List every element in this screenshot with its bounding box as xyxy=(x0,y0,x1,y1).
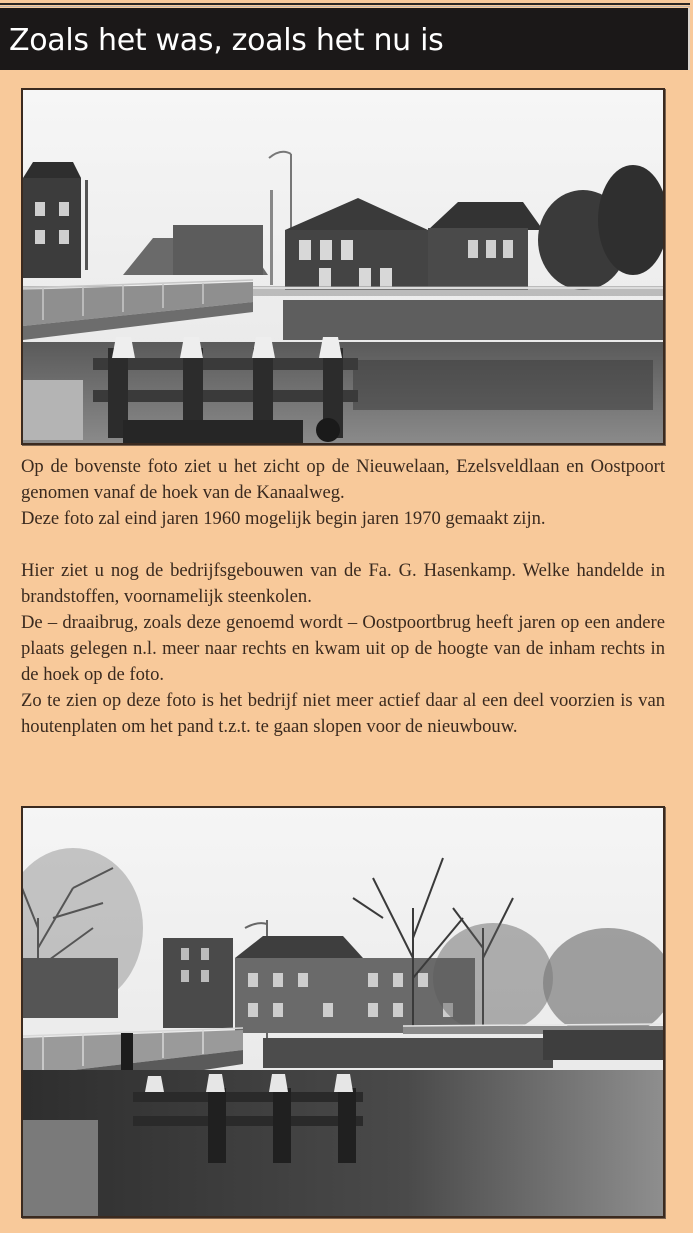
historic-photo-image xyxy=(23,90,663,443)
paragraph-1: Op de bovenste foto ziet u het zicht op de Nieuwelaan, Ezelsveldlaan en Oostpoort genomen vanaf de hoek van de Kanaalweg. xyxy=(21,456,665,503)
top-rule-secondary xyxy=(0,6,690,7)
paragraph-3: Hier ziet u nog de bedrijfsgebouwen van de Fa. G. Hasenkamp. Welke handelde in brandstoffen, voornamelijk steenkolen. xyxy=(21,560,665,607)
paragraph-4: De – draaibrug, zoals deze genoemd wordt – Oostpoortbrug heeft jaren op een andere plaats gelegen n.l. meer naar rechts en kwam uit op de hoogte van de inham rechts in de hoek op de foto. xyxy=(21,612,665,685)
current-photo-image xyxy=(23,808,663,1216)
paragraph-2: Deze foto zal eind jaren 1960 mogelijk begin jaren 1970 gemaakt zijn. xyxy=(21,508,546,529)
page-title: Zoals het was, zoals het nu is xyxy=(9,23,444,58)
title-banner xyxy=(0,8,690,70)
paragraph-gap xyxy=(21,532,665,558)
article-text xyxy=(21,454,665,740)
top-rule xyxy=(0,3,690,5)
historic-photo xyxy=(21,88,665,445)
current-photo xyxy=(21,806,665,1218)
paragraph-5: Zo te zien op deze foto is het bedrijf niet meer actief daar al een deel voorzien is van houtenplaten om het pand t.z.t. te gaan slopen voor de nieuwbouw. xyxy=(21,690,665,737)
